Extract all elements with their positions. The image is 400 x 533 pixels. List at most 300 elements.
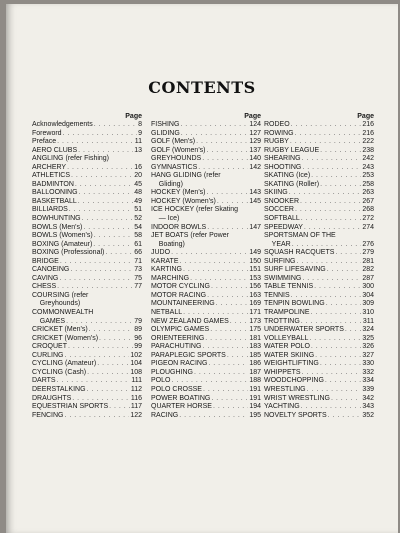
toc-entry-name: JUDO [151, 249, 171, 257]
page-column-header: Page [357, 113, 374, 120]
toc-entry-name: CYCLING (Cash) [32, 368, 87, 376]
toc-entry [151, 300, 261, 309]
leader-dots [335, 249, 361, 258]
leader-dots [331, 395, 361, 404]
toc-entry-name: SURFING [264, 257, 296, 265]
toc-entry [151, 181, 261, 190]
toc-entry-name: RACING [151, 411, 179, 419]
toc-entry [151, 121, 261, 130]
toc-entry [151, 189, 261, 198]
leader-dots [301, 215, 362, 224]
toc-entry [32, 360, 142, 369]
toc-entry-name: CYCLING (Amateur) [32, 360, 97, 368]
leader-dots [109, 403, 130, 412]
toc-entry-page: 11 [134, 138, 142, 146]
toc-entry-name: AERO CLUBS [32, 146, 78, 154]
toc-entry-page: 16 [134, 163, 142, 171]
toc-entry-name: BILLIARDS [32, 206, 68, 214]
toc-entry-name: — Ice) [151, 215, 180, 223]
toc-entry [264, 147, 374, 156]
toc-entry-name: SHEARING [264, 155, 301, 163]
toc-entry-name: NETBALL [151, 309, 183, 317]
page-title: CONTENTS [148, 78, 256, 97]
toc-entry-name: HOCKEY (Women's) [151, 197, 216, 205]
toc-entry-name: FENCING [32, 411, 64, 419]
leader-dots [69, 206, 133, 215]
toc-entry-page: 222 [362, 138, 374, 146]
leader-dots [207, 189, 249, 198]
toc-entry-name: TRAMPOLINE [264, 309, 310, 317]
leader-dots [198, 164, 248, 173]
toc-entry [151, 249, 261, 258]
contents-column-3 [264, 112, 374, 420]
toc-entry [151, 198, 261, 207]
leader-dots [290, 138, 361, 147]
toc-entry [264, 326, 374, 335]
leader-dots [66, 318, 133, 327]
toc-entry-page: 48 [134, 189, 142, 197]
leader-dots [68, 343, 133, 352]
leader-dots [202, 343, 248, 352]
toc-entry-name: SWIMMING [264, 274, 302, 282]
toc-entry [32, 224, 142, 233]
toc-entry-page: 108 [130, 368, 142, 376]
leader-dots [57, 138, 134, 147]
toc-entry-page: 45 [134, 180, 142, 188]
toc-entry-page: 8 [138, 121, 142, 128]
toc-entry-name: Foreword [32, 129, 62, 137]
toc-entry-page: 79 [134, 317, 142, 325]
toc-entry-page: 147 [249, 223, 261, 231]
toc-entry-name: UNDERWATER SPORTS [264, 326, 344, 334]
toc-entry-name: KARTING [151, 266, 182, 274]
toc-entry-name: ATHLETICS [32, 172, 70, 180]
toc-entry [151, 369, 261, 378]
leader-dots [71, 172, 133, 181]
toc-entry-page: 334 [362, 377, 374, 385]
toc-entry-page: 310 [362, 309, 374, 317]
toc-entry [151, 395, 261, 404]
toc-entry-page: 149 [249, 249, 261, 257]
toc-entry-name: SPORTSMAN OF THE [264, 232, 336, 240]
toc-entry-page: 276 [362, 240, 374, 248]
toc-entry [264, 155, 374, 164]
toc-entry-name: SKIING [264, 189, 288, 197]
toc-entry [151, 403, 261, 412]
toc-entry [151, 292, 261, 301]
toc-entry [32, 318, 142, 327]
toc-entry [264, 335, 374, 344]
toc-entry-page: 75 [134, 274, 142, 282]
toc-entry-name: BOWLS (Men's) [32, 223, 83, 231]
leader-dots [327, 266, 362, 275]
toc-entry-page: 104 [130, 360, 142, 368]
toc-entry [151, 130, 261, 139]
toc-entry [32, 283, 142, 292]
toc-entry-name: RUGBY LEAGUE [264, 146, 320, 154]
toc-entry-name: GOLF (Men's) [151, 138, 196, 146]
toc-entry-name: BRIDGE [32, 257, 59, 265]
toc-entry-name: EQUESTRIAN SPORTS [32, 403, 109, 411]
leader-dots [211, 395, 248, 404]
leader-dots [82, 215, 134, 224]
toc-entry [264, 215, 374, 224]
toc-entry-page: 274 [362, 223, 374, 231]
leader-dots [94, 232, 133, 241]
toc-entry [151, 360, 261, 369]
toc-entry-name: VOLLEYBALL [264, 334, 309, 342]
leader-dots [217, 198, 248, 207]
leader-dots [72, 395, 130, 404]
toc-entry-page: 304 [362, 291, 374, 299]
toc-entry [264, 258, 374, 267]
toc-entry [151, 155, 261, 164]
toc-entry-name: RUGBY [264, 138, 289, 146]
toc-entry-name: BALLOONING [32, 189, 78, 197]
toc-entry [32, 232, 142, 241]
leader-dots [59, 275, 133, 284]
toc-entry [32, 258, 142, 267]
toc-entry-name: DARTS [32, 377, 56, 385]
toc-entry-page: 163 [249, 291, 261, 299]
leader-dots [216, 300, 249, 309]
toc-entry-name: YACHTING [264, 403, 300, 411]
leader-dots [63, 130, 138, 139]
toc-entry-name: SOCCER [264, 206, 294, 214]
book-page [6, 4, 398, 533]
toc-entry-name: INDOOR BOWLS [151, 223, 207, 231]
toc-entry [32, 335, 142, 344]
toc-entry-name: HOCKEY (Men's) [151, 189, 206, 197]
leader-dots [289, 189, 362, 198]
toc-entry-name: MOUNTAINEERING [151, 300, 215, 308]
toc-entry [264, 121, 374, 130]
leader-dots [302, 275, 361, 284]
toc-entry-page: 89 [134, 326, 142, 334]
toc-entry [151, 283, 261, 292]
leader-dots [196, 138, 248, 147]
toc-entry-name: BOXING (Amateur) [32, 240, 93, 248]
toc-entry [32, 172, 142, 181]
toc-entry [264, 189, 374, 198]
leader-dots [208, 360, 248, 369]
toc-entry-page: 129 [249, 138, 261, 146]
toc-entry [264, 266, 374, 275]
toc-entry [264, 232, 374, 241]
toc-entry-page: 112 [130, 385, 142, 393]
toc-entry-page: 282 [362, 266, 374, 274]
toc-entry [151, 164, 261, 173]
toc-entry-name: MARCHING [151, 274, 190, 282]
toc-entry-page: 332 [362, 368, 374, 376]
toc-entry-name: ANGLING (refer Fishing) [32, 155, 110, 163]
toc-entry-page: 51 [134, 206, 142, 214]
toc-entry-name: GLIDING [151, 129, 180, 137]
toc-entry-name: MOTOR RACING [151, 291, 207, 299]
toc-entry [151, 275, 261, 284]
toc-entry-page: 175 [249, 326, 261, 334]
contents-column-1 [32, 112, 142, 420]
toc-entry [264, 377, 374, 386]
toc-entry-page: 183 [249, 343, 261, 351]
toc-entry-page: 173 [249, 317, 261, 325]
toc-entry-page: 195 [249, 411, 261, 419]
toc-entry [32, 249, 142, 258]
leader-dots [302, 369, 362, 378]
leader-dots [181, 130, 249, 139]
toc-entry-page: 326 [362, 343, 374, 351]
toc-entry-page: 137 [249, 146, 261, 154]
toc-entry-page: 311 [362, 317, 374, 325]
leader-dots [83, 224, 133, 233]
toc-entry-name: POLO [151, 377, 171, 385]
toc-entry [32, 164, 142, 173]
toc-entry [264, 352, 374, 361]
toc-entry-page: 66 [134, 249, 142, 257]
toc-entry-page: 99 [134, 343, 142, 351]
leader-dots [297, 258, 362, 267]
toc-entry-name: GAMES [32, 317, 66, 325]
leader-dots [301, 318, 362, 327]
toc-entry-page: 191 [249, 385, 261, 393]
toc-entry [151, 309, 261, 318]
toc-entry-page: 142 [249, 163, 261, 171]
toc-entry-page: 52 [134, 215, 142, 223]
toc-entry [32, 147, 142, 156]
page-column-header: Page [125, 113, 142, 120]
toc-entry-page: 309 [362, 300, 374, 308]
toc-entry [32, 300, 142, 309]
toc-entry [264, 130, 374, 139]
toc-entry-page: 352 [362, 411, 374, 419]
leader-dots [79, 189, 134, 198]
toc-entry [32, 352, 142, 361]
toc-entry [32, 412, 142, 421]
toc-entry-page: 330 [362, 360, 374, 368]
leader-dots [65, 412, 130, 421]
leader-dots [295, 206, 361, 215]
toc-entry-page: 73 [134, 266, 142, 274]
toc-entry-page: 186 [249, 360, 261, 368]
toc-entry-page: 150 [249, 257, 261, 265]
page-column-header: Page [244, 113, 261, 120]
leader-dots [205, 335, 248, 344]
toc-entry [151, 147, 261, 156]
toc-entry-page: 325 [362, 334, 374, 342]
toc-entry-name: SOFTBALL [264, 215, 300, 223]
toc-entry-name: SKATING (Ice) [264, 172, 311, 180]
toc-entry [151, 258, 261, 267]
toc-entry [32, 326, 142, 335]
toc-entry-name: SHOOTING [264, 163, 302, 171]
toc-entry-page: 300 [362, 283, 374, 291]
leader-dots [311, 172, 361, 181]
toc-entry-name: HANG GLIDING (refer [151, 172, 221, 180]
toc-entry [151, 343, 261, 352]
toc-entry-name: CHESS [32, 283, 57, 291]
toc-entry-page: 49 [134, 197, 142, 205]
toc-entry-name: PARAPLEGIC SPORTS [151, 351, 226, 359]
toc-entry [151, 318, 261, 327]
toc-entry-name: POWER BOATING [151, 394, 211, 402]
toc-entry [151, 352, 261, 361]
leader-dots [93, 241, 133, 250]
leader-dots [78, 198, 133, 207]
toc-entry-name: Greyhounds) [32, 300, 81, 308]
toc-entry-name: ROWING [264, 129, 294, 137]
leader-dots [180, 121, 248, 130]
leader-dots [78, 147, 133, 156]
toc-entry [32, 198, 142, 207]
toc-entry-page: 71 [134, 257, 142, 265]
leader-dots [87, 386, 130, 395]
toc-entry-page: 194 [249, 403, 261, 411]
toc-entry [264, 292, 374, 301]
leader-dots [171, 377, 248, 386]
toc-entry-page: 127 [249, 129, 261, 137]
toc-entry [264, 369, 374, 378]
toc-entry [32, 130, 142, 139]
toc-entry-name: TENNIS [264, 291, 290, 299]
toc-entry-page: 13 [134, 146, 142, 154]
leader-dots [291, 121, 362, 130]
toc-entry-name: COURSING (refer [32, 291, 89, 299]
toc-entry [32, 138, 142, 147]
toc-entry-page: 156 [249, 283, 261, 291]
toc-entry [151, 206, 261, 215]
toc-entry-page: 243 [362, 163, 374, 171]
leader-dots [210, 326, 248, 335]
toc-entry-page: 122 [130, 411, 142, 419]
leader-dots [194, 369, 248, 378]
toc-entry-name: NEW ZEALAND GAMES [151, 317, 229, 325]
toc-entry [151, 377, 261, 386]
toc-entry-page: 124 [249, 121, 261, 128]
leader-dots [302, 155, 362, 164]
toc-entry-name: Preface [32, 138, 57, 146]
toc-entry-page: 143 [249, 189, 261, 197]
leader-dots [207, 147, 249, 156]
toc-entry-page: 54 [134, 223, 142, 231]
toc-entry-name: GOLF (Women's) [151, 146, 206, 154]
toc-entry [32, 292, 142, 301]
leader-dots [307, 386, 362, 395]
toc-entry-page: 242 [362, 155, 374, 163]
toc-entry [264, 241, 374, 250]
toc-entry-name: TABLE TENNIS [264, 283, 314, 291]
toc-entry-name: ICE HOCKEY (refer Skating [151, 206, 239, 214]
toc-entry-name: SPEEDWAY [264, 223, 303, 231]
toc-entry-name: WRIST WRESTLING [264, 394, 330, 402]
toc-entry-name: BOWLS (Women's) [32, 232, 93, 240]
toc-entry [151, 138, 261, 147]
toc-entry-name: MOTOR CYCLING [151, 283, 210, 291]
toc-entry-name: PLOUGHING [151, 368, 194, 376]
toc-entry [32, 155, 142, 164]
leader-dots [315, 352, 361, 361]
toc-entry-name: JET BOATS (refer Power [151, 232, 229, 240]
toc-entry-page: 339 [362, 385, 374, 393]
toc-entry-name: BOWHUNTING [32, 215, 81, 223]
toc-entry [264, 309, 374, 318]
toc-entry-name: GYMNASTICS [151, 163, 198, 171]
leader-dots [57, 377, 131, 386]
leader-dots [70, 266, 133, 275]
toc-entry-name: BASKETBALL [32, 197, 77, 205]
toc-entry-page: 61 [134, 240, 142, 248]
leader-dots [179, 412, 248, 421]
toc-entry [264, 249, 374, 258]
toc-entry-name: SNOOKER [264, 197, 300, 205]
leader-dots [211, 283, 248, 292]
toc-entry [264, 403, 374, 412]
leader-dots [67, 164, 133, 173]
toc-entry-name: COMMONWEALTH [32, 309, 94, 317]
toc-entry [32, 369, 142, 378]
leader-dots [207, 292, 248, 301]
leader-dots [57, 283, 133, 292]
toc-entry-page: 253 [362, 172, 374, 180]
toc-entry-page: 185 [249, 351, 261, 359]
toc-entry [32, 403, 142, 412]
toc-entry-page: 58 [134, 232, 142, 240]
toc-entry [264, 172, 374, 181]
toc-entry-page: 140 [249, 155, 261, 163]
leader-dots [180, 258, 249, 267]
toc-entry-name: PIGEON RACING [151, 360, 208, 368]
toc-entry [264, 386, 374, 395]
toc-entry [151, 241, 261, 250]
toc-entry [151, 386, 261, 395]
toc-entry-name: WHIPPETS [264, 368, 301, 376]
toc-entry-page: 171 [249, 309, 261, 317]
toc-entry-name: PARACHUTING [151, 343, 202, 351]
toc-entry [32, 386, 142, 395]
toc-entry-page: 281 [362, 257, 374, 265]
leader-dots [213, 403, 248, 412]
toc-entry [151, 172, 261, 181]
toc-entry [32, 377, 142, 386]
toc-entry-page: 145 [249, 197, 261, 205]
toc-entry-page: 153 [249, 274, 261, 282]
toc-entry-name: OLYMPIC GAMES [151, 326, 210, 334]
leader-dots [291, 292, 362, 301]
toc-entry [264, 412, 374, 421]
toc-entry-name: WRESTLING [264, 385, 306, 393]
toc-entry [151, 266, 261, 275]
toc-entry-page: 267 [362, 197, 374, 205]
toc-entry-page: 151 [249, 266, 261, 274]
toc-entry [32, 189, 142, 198]
toc-entry [32, 181, 142, 190]
toc-entry [32, 121, 142, 130]
toc-entry [151, 215, 261, 224]
toc-entry-name: SURF LIFESAVING [264, 266, 326, 274]
leader-dots [309, 335, 361, 344]
leader-dots [183, 266, 248, 275]
toc-entry-page: 187 [249, 368, 261, 376]
toc-entry-name: CROQUET [32, 343, 67, 351]
toc-entry-name: QUARTER HORSE [151, 403, 212, 411]
toc-entry-page: 327 [362, 351, 374, 359]
toc-entry [32, 275, 142, 284]
toc-entry-name: CURLING [32, 351, 64, 359]
toc-entry-page: 111 [131, 377, 142, 385]
toc-entry-page: 343 [362, 403, 374, 411]
toc-entry-name: RODEO [264, 121, 290, 128]
leader-dots [207, 224, 248, 233]
toc-entry-name: CANOEING [32, 266, 70, 274]
